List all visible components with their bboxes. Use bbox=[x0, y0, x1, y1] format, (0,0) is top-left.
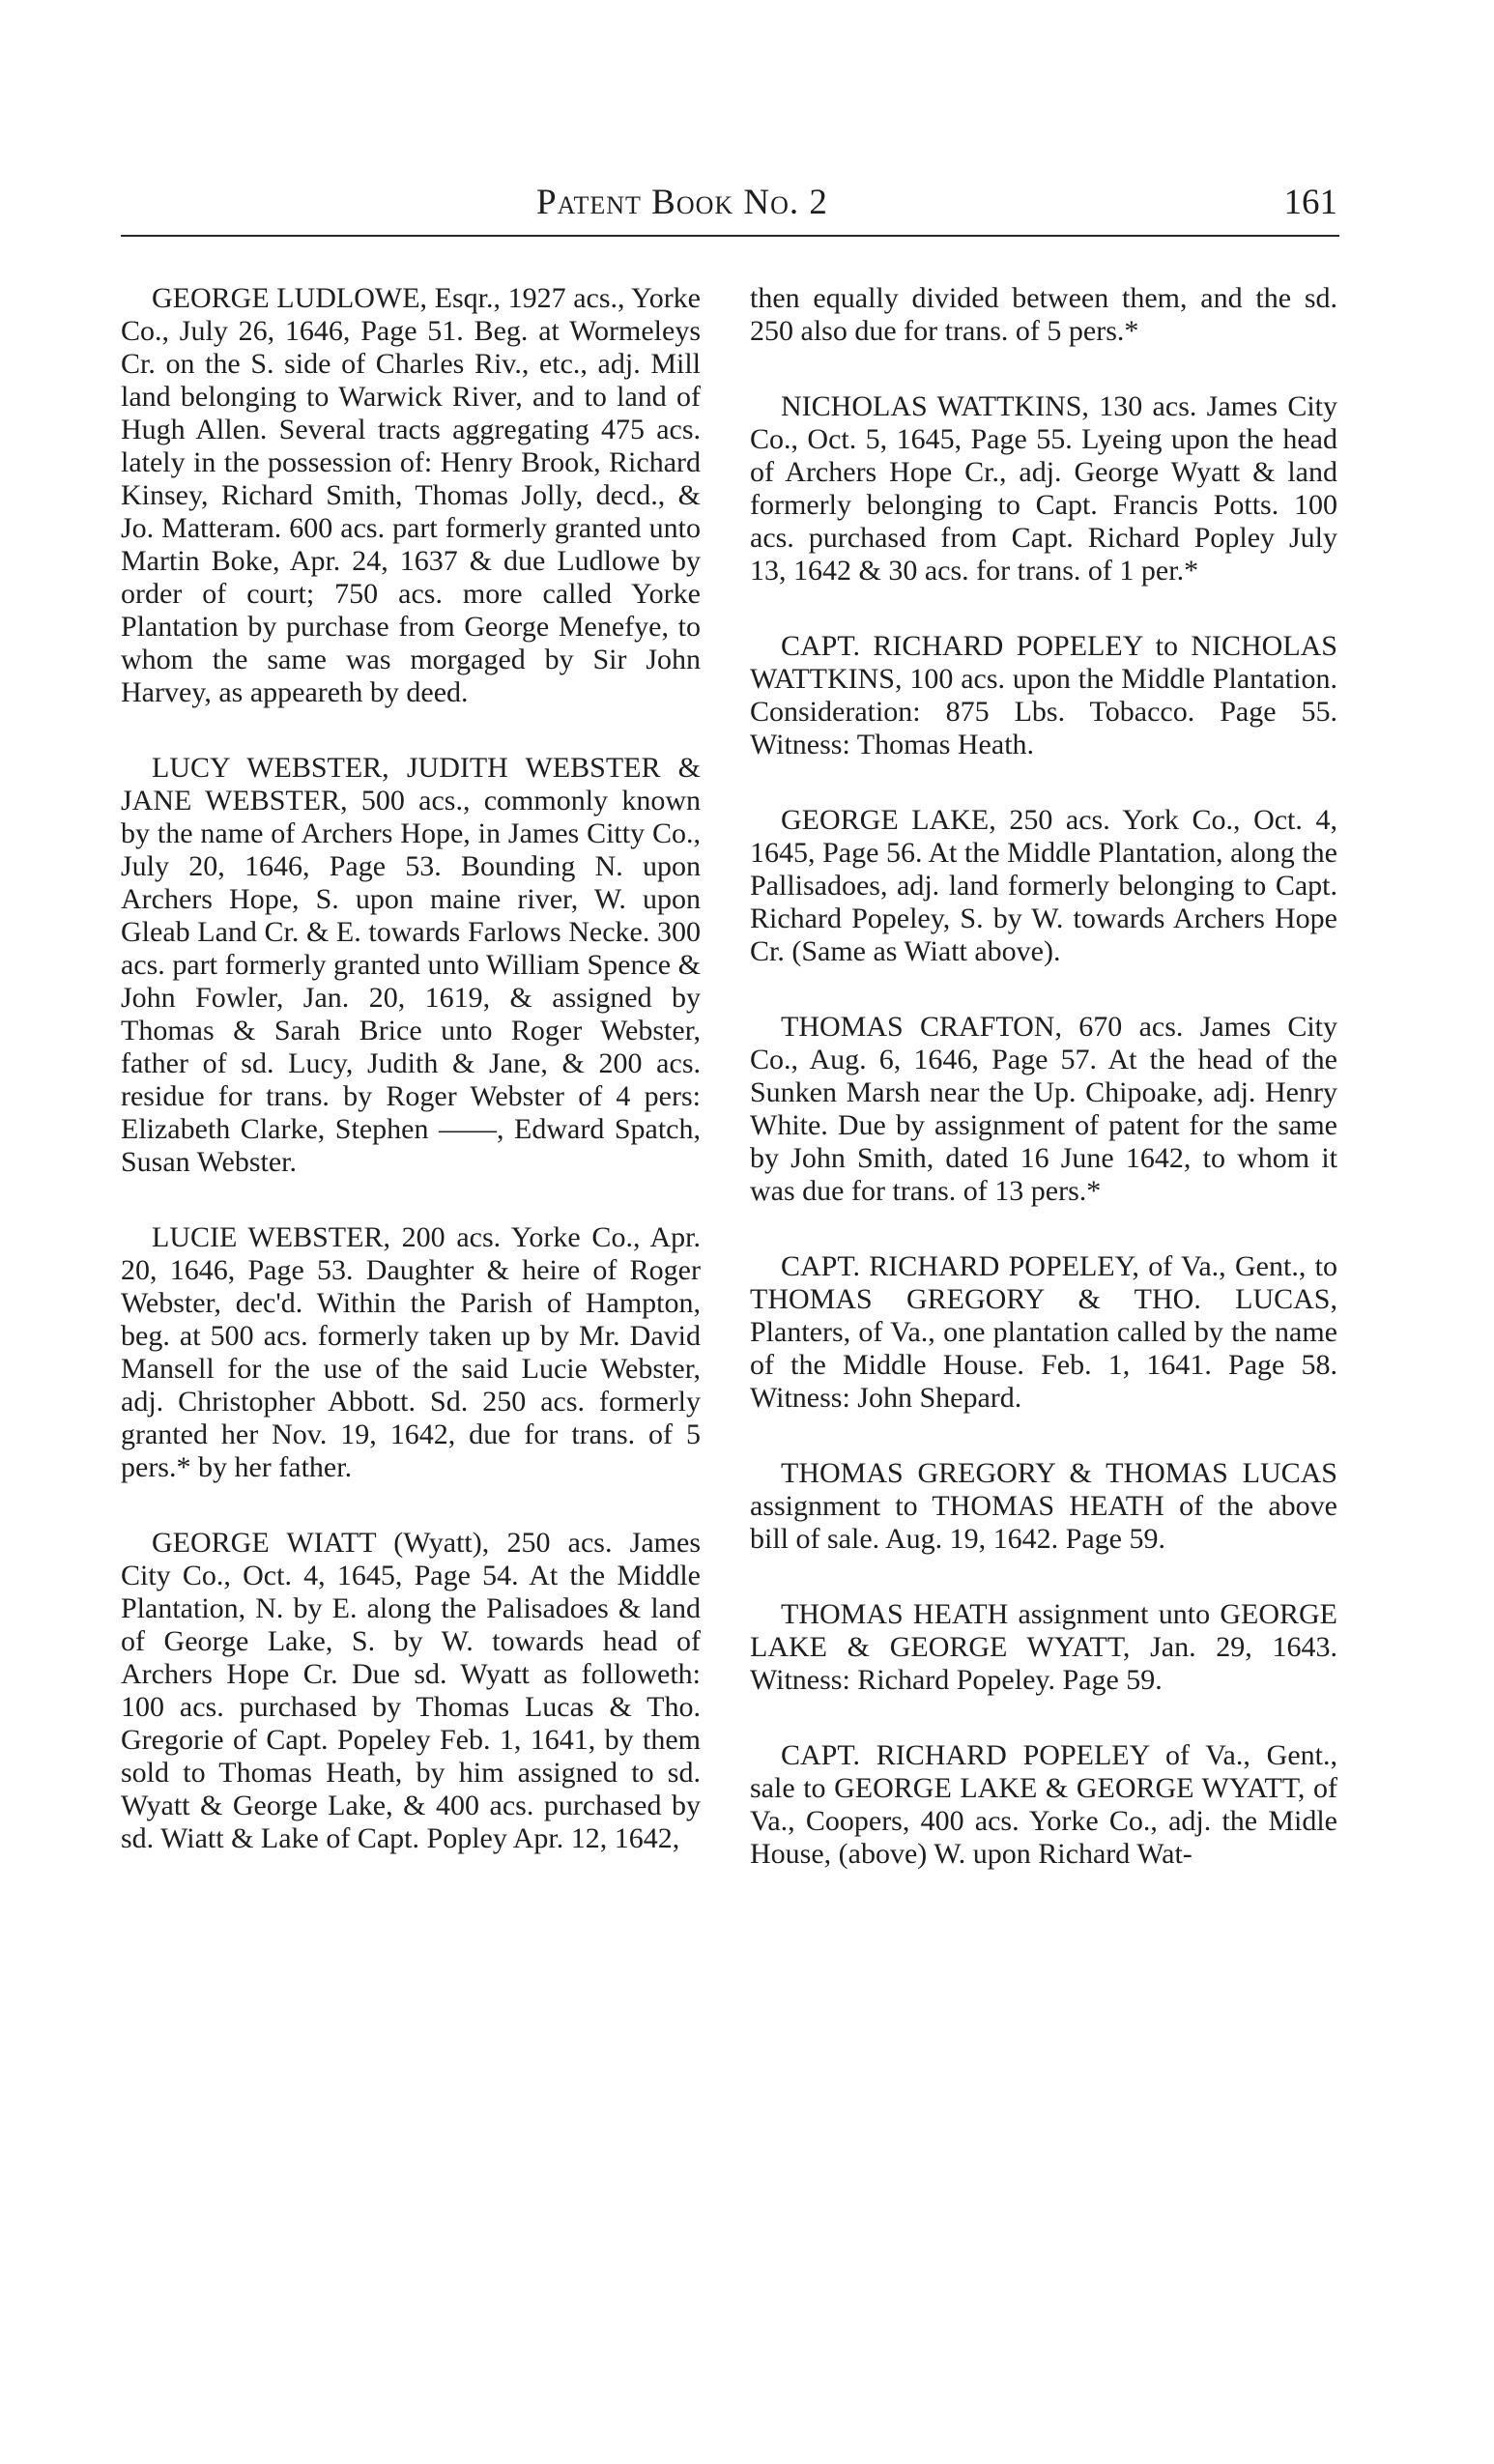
running-title: Patent Book No. 2 bbox=[536, 183, 828, 222]
entry-continuation: then equally divided between them, and the sd. 250 also due for trans. of 5 pers.* bbox=[750, 282, 1337, 347]
entry-nicholas-wattkins: NICHOLAS WATTKINS, 130 acs. James City Co., Oct. 5, 1645, Page 55. Lyeing upon the head of Archers Hope Cr., adj. George Wyatt & land formerly belonging to Capt. Francis Potts. 100 acs. purchased from Capt. Richard Popley July 13, 1642 & 30 acs. for trans. of 1 per.* bbox=[750, 390, 1337, 587]
entry-george-lake: GEORGE LAKE, 250 acs. York Co., Oct. 4, 1645, Page 56. At the Middle Plantation, along the Pallisadoes, adj. land formerly belonging to Capt. Richard Popeley, S. by W. towards Archers Hope Cr. (Same as Wiatt above). bbox=[750, 804, 1337, 967]
entry-george-ludlowe: GEORGE LUDLOWE, Esqr., 1927 acs., Yorke Co., July 26, 1646, Page 51. Beg. at Wormeleys Cr. on the S. side of Charles Riv., etc., adj. Mill land belonging to Warwick River, and to land of Hugh Allen. Several tracts aggregating 475 acs. lately in the possession of: Henry Brook, Richard Kinsey, Richard Smith, Thomas Jolly, decd., & Jo. Matteram. 600 acs. part formerly granted unto Martin Boke, Apr. 24, 1637 & due Ludlowe by order of court; 750 acs. more called Yorke Plantation by purchase from George Menefye, to whom the same was morgaged by Sir John Harvey, as appeareth by deed. bbox=[121, 282, 701, 708]
entry-thomas-crafton: THOMAS CRAFTON, 670 acs. James City Co., Aug. 6, 1646, Page 57. At the head of the Sunken Marsh near the Up. Chipoake, adj. Henry White. Due by assignment of patent for the same by John Smith, dated 16 June 1642, to whom it was due for trans. of 13 pers.* bbox=[750, 1011, 1337, 1207]
entry-heath-to-lake-wyatt: THOMAS HEATH assignment unto GEORGE LAKE & GEORGE WYATT, Jan. 29, 1643. Witness: Richard Popeley. Page 59. bbox=[750, 1598, 1337, 1696]
right-column bbox=[750, 282, 1337, 1913]
entry-gregory-lucas-to-heath: THOMAS GREGORY & THOMAS LUCAS assignment to THOMAS HEATH of the above bill of sale. Aug. 19, 1642. Page 59. bbox=[750, 1457, 1337, 1555]
entry-george-wiatt: GEORGE WIATT (Wyatt), 250 acs. James City Co., Oct. 4, 1645, Page 54. At the Middle Plantation, N. by E. along the Palisadoes & land of George Lake, S. by W. towards head of Archers Hope Cr. Due sd. Wyatt as followeth: 100 acs. purchased by Thomas Lucas & Tho. Gregorie of Capt. Popeley Feb. 1, 1641, by them sold to Thomas Heath, by him assigned to sd. Wyatt & George Lake, & 400 acs. purchased by sd. Wiatt & Lake of Capt. Popley Apr. 12, 1642, bbox=[121, 1527, 701, 1854]
entry-lucie-webster: LUCIE WEBSTER, 200 acs. Yorke Co., Apr. 20, 1646, Page 53. Daughter & heire of Roger Webster, dec'd. Within the Parish of Hampton, beg. at 500 acs. formerly taken up by Mr. David Mansell for the use of the said Lucie Webster, adj. Christopher Abbott. Sd. 250 acs. formerly granted her Nov. 19, 1642, due for trans. of 5 pers.* by her father. bbox=[121, 1221, 701, 1483]
entry-lucy-webster: LUCY WEBSTER, JUDITH WEBSTER & JANE WEBSTER, 500 acs., commonly known by the name of Archers Hope, in James Citty Co., July 20, 1646, Page 53. Bounding N. upon Archers Hope, S. upon maine river, W. upon Gleab Land Cr. & E. towards Farlows Necke. 300 acs. part formerly granted unto William Spence & John Fowler, Jan. 20, 1619, & assigned by Thomas & Sarah Brice unto Roger Webster, father of sd. Lucy, Judith & Jane, & 200 acs. residue for trans. by Roger Webster of 4 pers: Elizabeth Clarke, Stephen ——, Edward Spatch, Susan Webster. bbox=[121, 752, 701, 1178]
page-number: 161 bbox=[1283, 183, 1337, 222]
entry-popeley-to-wattkins: CAPT. RICHARD POPELEY to NICHOLAS WATTKINS, 100 acs. upon the Middle Plantation. Consideration: 875 Lbs. Tobacco. Page 55. Witness: Thomas Heath. bbox=[750, 630, 1337, 760]
entry-popeley-to-gregory-lucas: CAPT. RICHARD POPELEY, of Va., Gent., to THOMAS GREGORY & THO. LUCAS, Planters, of Va., one plantation called by the name of the Middle House. Feb. 1, 1641. Page 58. Witness: John Shepard. bbox=[750, 1250, 1337, 1414]
header-rule bbox=[121, 235, 1339, 237]
left-column bbox=[121, 282, 701, 1898]
entry-popeley-sale-to-lake-wyatt: CAPT. RICHARD POPELEY of Va., Gent., sale to GEORGE LAKE & GEORGE WYATT, of Va., Coopers, 400 acs. Yorke Co., adj. the Midle House, (above) W. upon Richard Wat- bbox=[750, 1739, 1337, 1870]
running-header bbox=[121, 179, 1339, 233]
